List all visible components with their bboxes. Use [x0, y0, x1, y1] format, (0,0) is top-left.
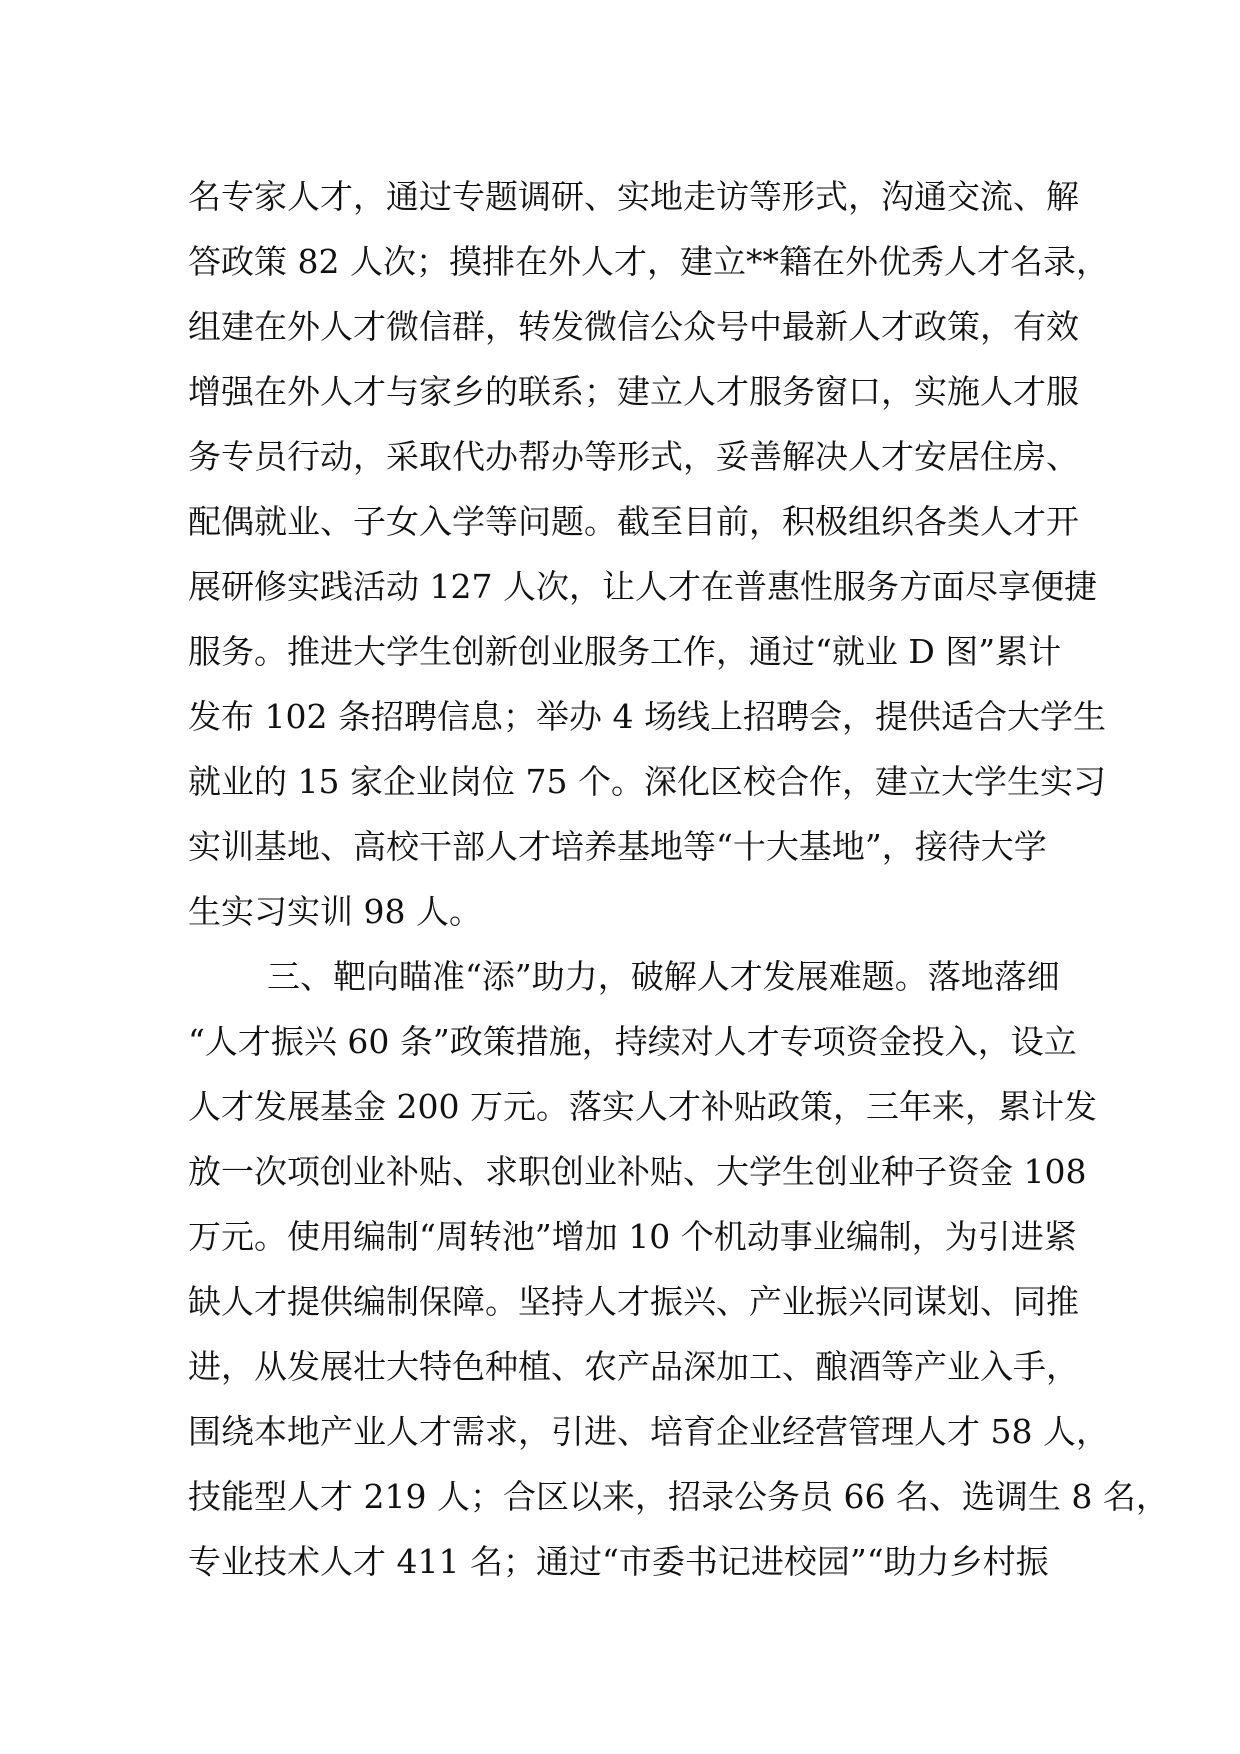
text-line: 增强在外人才与家乡的联系；建立人才服务窗口，实施人才服 — [188, 372, 1079, 411]
text-line: 生实习实训 98 人。 — [188, 892, 482, 931]
paragraph-heading-line: 三、靶向瞄准“添”助力，破解人才发展难题。落地落细 — [267, 957, 1060, 996]
text-line: 服务。推进大学生创新创业服务工作，通过“就业 D 图”累计 — [188, 632, 1062, 671]
text-line: 缺人才提供编制保障。坚持人才振兴、产业振兴同谋划、同推 — [188, 1282, 1079, 1321]
text-line: “人才振兴 60 条”政策措施，持续对人才专项资金投入，设立 — [188, 1022, 1077, 1061]
text-line: 专业技术人才 411 名；通过“市委书记进校园”“助力乡村振 — [188, 1542, 1049, 1581]
text-line: 配偶就业、子女入学等问题。截至目前，积极组织各类人才开 — [188, 502, 1079, 541]
body-text — [188, 164, 1169, 1594]
text-line: 答政策 82 人次；摸排在外人才，建立**籍在外优秀人才名录， — [188, 242, 1109, 281]
text-line: 放一次项创业补贴、求职创业补贴、大学生创业种子资金 108 — [188, 1152, 1087, 1191]
text-line: 名专家人才，通过专题调研、实地走访等形式，沟通交流、解 — [188, 177, 1079, 216]
text-line: 组建在外人才微信群，转发微信公众号中最新人才政策，有效 — [188, 307, 1079, 346]
text-line: 围绕本地产业人才需求，引进、培育企业经营管理人才 58 人， — [188, 1412, 1109, 1451]
text-line: 进，从发展壮大特色种植、农产品深加工、酿酒等产业入手， — [188, 1347, 1079, 1386]
text-line: 人才发展基金 200 万元。落实人才补贴政策，三年来，累计发 — [188, 1087, 1097, 1126]
text-line: 就业的 15 家企业岗位 75 个。深化区校合作，建立大学生实习 — [188, 762, 1106, 801]
text-line: 技能型人才 219 人；合区以来，招录公务员 66 名、选调生 8 名， — [188, 1477, 1169, 1516]
text-line: 万元。使用编制“周转池”增加 10 个机动事业编制，为引进紧 — [188, 1217, 1077, 1256]
text-line: 务专员行动，采取代办帮办等形式，妥善解决人才安居住房、 — [188, 437, 1079, 476]
text-line: 实训基地、高校干部人才培养基地等“十大基地”，接待大学 — [188, 827, 1047, 866]
text-line: 展研修实践活动 127 人次，让人才在普惠性服务方面尽享便捷 — [188, 567, 1097, 606]
text-line: 发布 102 条招聘信息；举办 4 场线上招聘会，提供适合大学生 — [188, 697, 1106, 736]
